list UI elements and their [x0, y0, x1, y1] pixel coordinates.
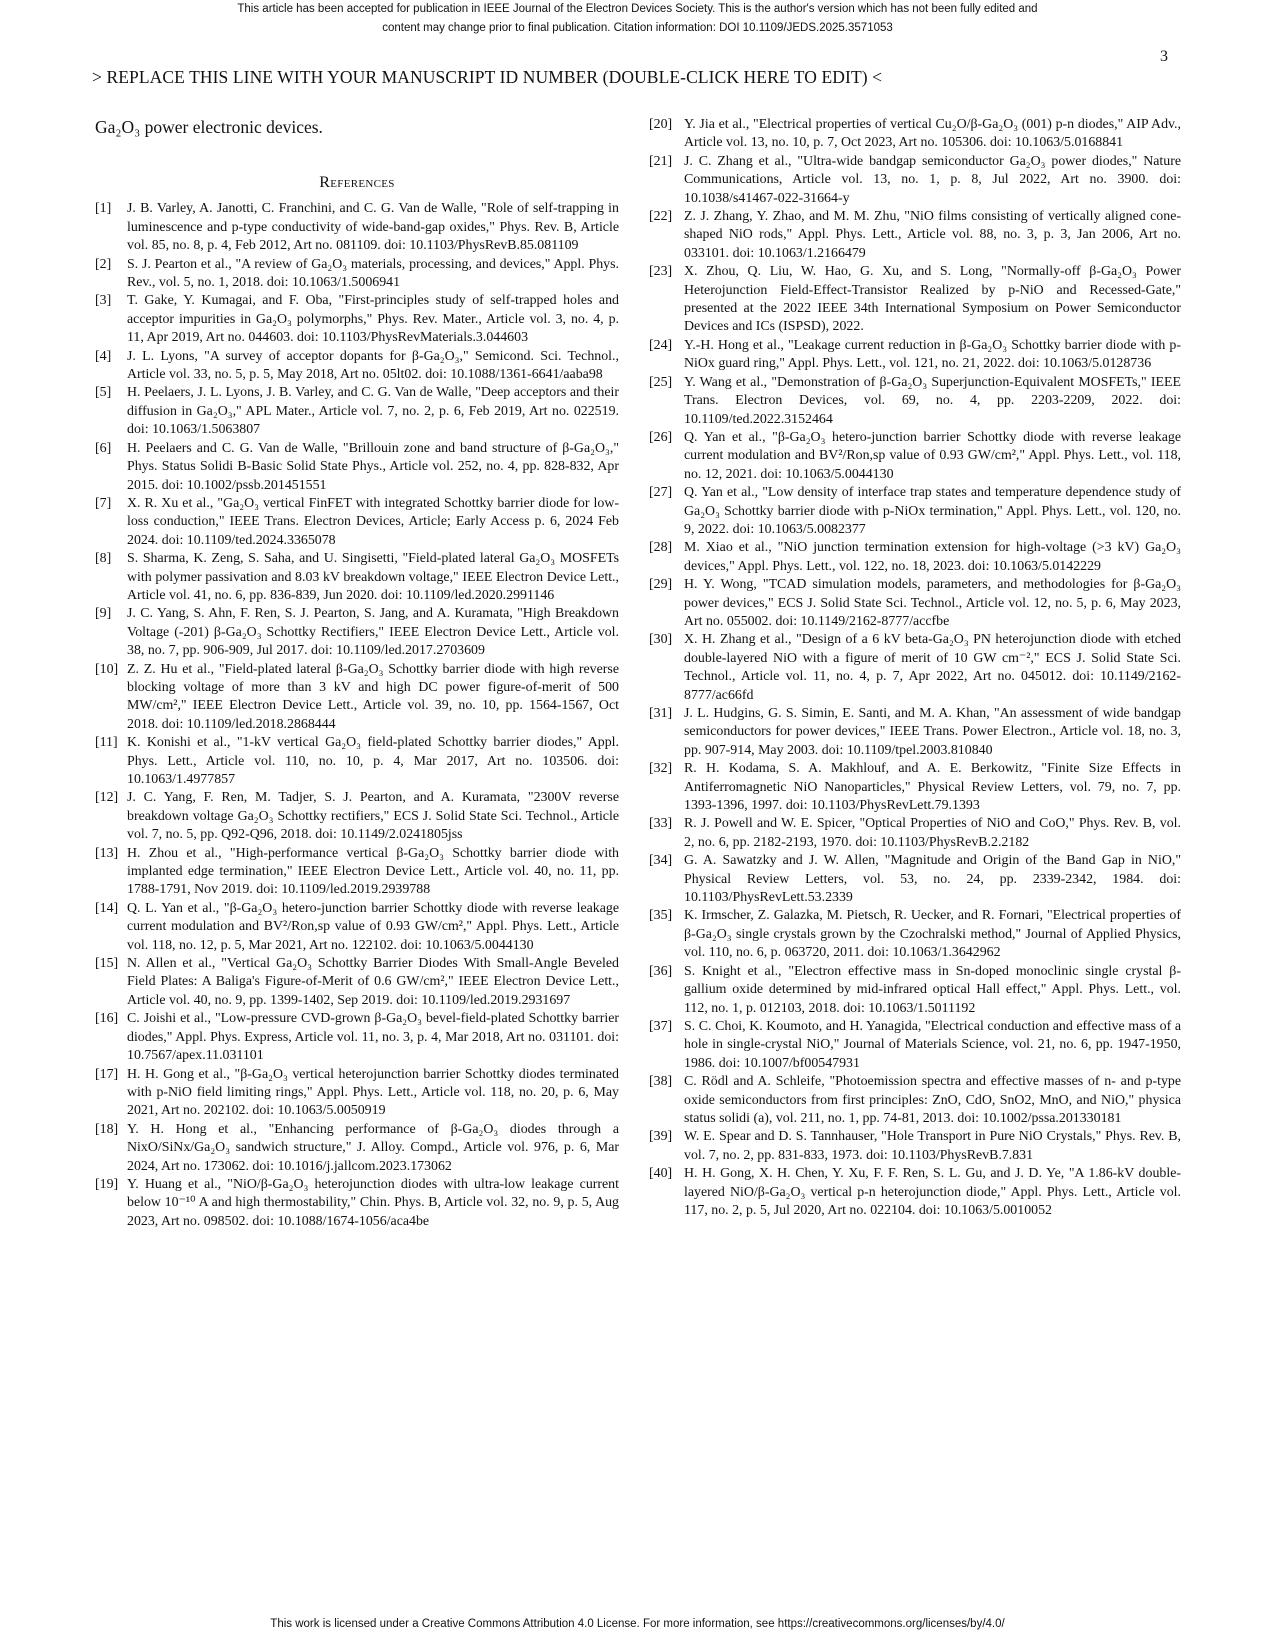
reference-number: [13] [95, 845, 119, 861]
reference-number: [5] [95, 385, 112, 401]
reference-text: J. C. Yang, S. Ahn, F. Ren, S. J. Pearton, S. Jang, and A. Kuramata, "High Breakdown Voltage (-201) β-Ga₂O₃ Schottky Rectifiers," IEEE Electron Device Lett., Article vol. 38, no. 7, pp. 906-909, Jul 2017. doi: 10.1109/led.2017.2703609 [127, 606, 619, 659]
reference-number: [11] [95, 735, 118, 751]
reference-item [95, 845, 619, 900]
reference-number: [22] [649, 209, 673, 225]
reference-number: [10] [95, 661, 119, 677]
acceptance-notice [0, 0, 1275, 38]
reference-item [649, 705, 1181, 760]
reference-item [95, 440, 619, 495]
reference-item [649, 963, 1181, 1018]
reference-number: [25] [649, 374, 673, 390]
reference-number: [24] [649, 337, 673, 353]
reference-item [95, 661, 619, 735]
reference-text: X. Zhou, Q. Liu, W. Hao, G. Xu, and S. Long, "Normally-off β-Ga₂O₃ Power Heterojunction Field-Effect-Transistor Realized by p-NiO and Recessed-Gate," presented at the 2022 IEEE 34th International Symposium on Power Semiconductor Devices and ICs (ISPSD), 2022. [684, 264, 1181, 335]
reference-item [95, 1121, 619, 1176]
reference-item [649, 760, 1181, 815]
reference-text: R. H. Kodama, S. A. Makhlouf, and A. E. Berkowitz, "Finite Size Effects in Antiferromagnetic NiO Nanoparticles," Physical Review Letters, vol. 79, no. 7, pp. 1393-1396, 1997. doi: 10.1103/PhysRevLett.79.1393 [684, 761, 1181, 814]
reference-item [649, 429, 1181, 484]
acceptance-notice-line-2: content may change prior to final publication. Citation information: DOI 10.1109/JEDS.2025.3571053 [382, 22, 893, 34]
reference-item [649, 484, 1181, 539]
reference-item [649, 1165, 1181, 1220]
reference-number: [36] [649, 963, 673, 979]
reference-text: Z. J. Zhang, Y. Zhao, and M. M. Zhu, "NiO films consisting of vertically aligned cone-shaped NiO rods," Appl. Phys. Lett., Article vol. 88, no. 3, p. 3, Jan 2006, Art no. 033101. doi: 10.1063/1.2166479 [684, 209, 1181, 261]
reference-item [95, 384, 619, 439]
reference-number: [35] [649, 908, 673, 924]
reference-item [95, 1066, 619, 1121]
reference-number: [29] [649, 577, 673, 593]
reference-item [95, 256, 619, 293]
reference-text: H. Zhou et al., "High-performance vertical β-Ga₂O₃ Schottky barrier diode with implanted edge termination," IEEE Electron Device Lett., Article vol. 40, no. 11, pp. 1788-1791, Nov 2019. doi: 10.1109/led.2019.2939788 [127, 845, 619, 898]
reference-item [649, 263, 1181, 337]
reference-text: Q. Yan et al., "β-Ga₂O₃ hetero-junction barrier Schottky diode with reverse leakage current modulation and BV²/Ron,sp value of 0.93 GW/cm²," Appl. Phys. Lett., vol. 118, no. 12, 2021. doi: 10.1063/5.0044130 [684, 429, 1181, 482]
reference-item [95, 1176, 619, 1231]
reference-item [95, 200, 619, 255]
reference-text: Y. Jia et al., "Electrical properties of vertical Cu₂O/β-Ga₂O₃ (001) p-n diodes," AIP Adv., Article vol. 13, no. 10, p. 7, Oct 2023, Art no. 105306. doi: 10.1063/5.0168841 [684, 117, 1181, 151]
reference-text: Y. Huang et al., "NiO/β-Ga₂O₃ heterojunction diodes with ultra-low leakage current below 10⁻¹⁰ A and high thermostability," Chin. Phys. B, Article vol. 32, no. 9, p. 5, Aug 2023, Art no. 098502. doi: 10.1088/1674-1056/aca4be [127, 1176, 619, 1229]
reference-text: Q. L. Yan et al., "β-Ga₂O₃ hetero-junction barrier Schottky diode with reverse leakage current modulation and BV²/Ron,sp value of 0.93 GW/cm²," Appl. Phys. Lett., Article vol. 118, no. 12, p. 5, Mar 2021, Art no. 122102. doi: 10.1063/5.0044130 [127, 900, 619, 953]
reference-text: W. E. Spear and D. S. Tannhauser, "Hole Transport in Pure NiO Crystals," Phys. Rev. B, vol. 7, no. 2, pp. 831-833, 1973. doi: 10.1103/PhysRevB.7.831 [684, 1129, 1181, 1163]
reference-text: J. L. Hudgins, G. S. Simin, E. Santi, and M. A. Khan, "An assessment of wide bandgap semiconductors for power devices," IEEE Trans. Power Electron., Article vol. 18, no. 3, pp. 907-914, May 2003. doi: 10.1109/tpel.2003.810840 [684, 706, 1181, 758]
reference-item [95, 550, 619, 605]
reference-number: [1] [95, 201, 112, 217]
reference-text: Y. Wang et al., "Demonstration of β-Ga₂O₃ Superjunction-Equivalent MOSFETs," IEEE Trans. Electron Devices, vol. 69, no. 4, pp. 2203-2209, 2022. doi: 10.1109/ted.2022.3152464 [684, 374, 1181, 427]
reference-text: Q. Yan et al., "Low density of interface trap states and temperature dependence study of Ga₂O₃ Schottky barrier diode with p-NiOx termination," Appl. Phys. Lett., vol. 120, no. 9, 2022. doi: 10.1063/5.0082377 [684, 485, 1181, 537]
references-heading: References [319, 174, 395, 191]
reference-item [649, 374, 1181, 429]
reference-text: G. A. Sawatzky and J. W. Allen, "Magnitude and Origin of the Band Gap in NiO," Physical Review Letters, vol. 53, no. 24, pp. 2339-2342, 1984. doi: 10.1103/PhysRevLett.53.2339 [684, 853, 1181, 906]
reference-number: [12] [95, 790, 119, 806]
reference-item [95, 605, 619, 660]
license-notice: This work is licensed under a Creative Commons Attribution 4.0 License. For more information, see https://creativecommons.org/licenses/by/4.0/ [270, 1618, 1005, 1630]
right-column [649, 116, 1181, 1220]
reference-text: S. J. Pearton et al., "A review of Ga₂O₃ materials, processing, and devices," Appl. Phys. Rev., vol. 5, no. 1, 2018. doi: 10.1063/1.5006941 [127, 256, 619, 291]
reference-text: H. H. Gong, X. H. Chen, Y. Xu, F. F. Ren, S. L. Gu, and J. D. Ye, "A 1.86-kV double-layered NiO/β-Ga₂O₃ vertical p-n heterojunction diode," Appl. Phys. Lett., Article vol. 117, no. 2, p. 5, Jul 2020, Art no. 022104. doi: 10.1063/5.0010052 [684, 1166, 1181, 1218]
reference-text: X. H. Zhang et al., "Design of a 6 kV beta-Ga₂O₃ PN heterojunction diode with etched double-layered NiO with a figure of merit of 10 GW cm⁻²," ECS J. Solid State Sci. Technol., Article vol. 11, no. 4, p. 7, Apr 2022, Art no. 045012. doi: 10.1149/2162-8777/ac66fd [684, 632, 1181, 703]
reference-number: [8] [95, 551, 112, 567]
reference-number: [15] [95, 956, 119, 972]
reference-item [649, 116, 1181, 153]
acceptance-notice-line-1: This article has been accepted for publication in IEEE Journal of the Electron Devices Society. This is the author's version which has not been fully edited and [237, 3, 1038, 15]
reference-number: [34] [649, 853, 673, 869]
reference-number: [33] [649, 816, 673, 832]
reference-item [649, 907, 1181, 962]
reference-item [95, 348, 619, 385]
reference-text: R. J. Powell and W. E. Spicer, "Optical Properties of NiO and CoO," Phys. Rev. B, vol. 2, no. 6, pp. 2182-2193, 1970. doi: 10.1103/PhysRevB.2.2182 [684, 816, 1181, 850]
reference-number: [31] [649, 706, 673, 721]
reference-item [649, 1018, 1181, 1073]
reference-text: J. L. Lyons, "A survey of acceptor dopants for β-Ga₂O₃," Semicond. Sci. Technol., Article vol. 33, no. 5, p. 5, May 2018, Art no. 05lt02. doi: 10.1088/1361-6641/aaba98 [127, 348, 619, 383]
reference-number: [37] [649, 1018, 673, 1034]
reference-item [95, 1010, 619, 1065]
reference-item [649, 1073, 1181, 1128]
reference-number: [4] [95, 348, 112, 364]
reference-text: M. Xiao et al., "NiO junction termination extension for high-voltage (>3 kV) Ga₂O₃ devices," Appl. Phys. Lett., vol. 122, no. 18, 2023. doi: 10.1063/5.0142229 [684, 540, 1181, 574]
reference-item [649, 337, 1181, 374]
reference-list-left [95, 200, 619, 1231]
reference-number: [23] [649, 264, 673, 280]
reference-item [95, 292, 619, 347]
reference-number: [17] [95, 1066, 119, 1082]
reference-number: [19] [95, 1176, 119, 1192]
reference-text: S. C. Choi, K. Koumoto, and H. Yanagida, "Electrical conduction and effective mass of a hole in single-crystal NiO," Journal of Materials Science, vol. 21, no. 6, pp. 1947-1950, 1986. doi: 10.1007/bf00547931 [684, 1018, 1181, 1071]
reference-item [649, 631, 1181, 705]
reference-text: Y.-H. Hong et al., "Leakage current reduction in β-Ga₂O₃ Schottky barrier diode with p-NiOx guard ring," Appl. Phys. Lett., vol. 121, no. 21, 2022. doi: 10.1063/5.0128736 [684, 337, 1181, 372]
reference-number: [39] [649, 1129, 673, 1145]
reference-number: [28] [649, 540, 673, 556]
reference-number: [16] [95, 1011, 119, 1027]
reference-number: [18] [95, 1121, 119, 1137]
reference-item [95, 789, 619, 844]
page-number: 3 [1160, 48, 1168, 65]
reference-text: S. Knight et al., "Electron effective mass in Sn-doped monoclinic single crystal β-gallium oxide determined by mid-infrared optical Hall effect," Appl. Phys. Lett., vol. 112, no. 1, p. 012103, 2018. doi: 10.1063/1.5011192 [684, 963, 1181, 1016]
reference-item [649, 208, 1181, 263]
running-header: > REPLACE THIS LINE WITH YOUR MANUSCRIPT ID NUMBER (DOUBLE-CLICK HERE TO EDIT) < [92, 67, 883, 87]
reference-text: T. Gake, Y. Kumagai, and F. Oba, "First-principles study of self-trapped holes and acceptor impurities in Ga₂O₃ polymorphs," Phys. Rev. Mater., Article vol. 3, no. 4, p. 11, Apr 2019, Art no. 044603. doi: 10.1103/PhysRevMaterials.3.044603 [127, 293, 619, 346]
reference-number: [26] [649, 429, 673, 445]
reference-text: K. Irmscher, Z. Galazka, M. Pietsch, R. Uecker, and R. Fornari, "Electrical properties of β-Ga₂O₃ single crystals grown by the Czochralski method," Journal of Applied Physics, vol. 110, no. 6, p. 063720, 2011. doi: 10.1063/1.3642962 [684, 908, 1181, 961]
reference-item [95, 495, 619, 550]
reference-number: [20] [649, 117, 673, 132]
reference-number: [9] [95, 606, 112, 622]
reference-item [649, 153, 1181, 208]
reference-item [649, 815, 1181, 852]
reference-item [649, 1128, 1181, 1165]
reference-text: H. Peelaers and C. G. Van de Walle, "Brillouin zone and band structure of β-Ga₂O₃," Phys. Status Solidi B-Basic Solid State Phys., Article vol. 252, no. 4, pp. 828-832, Apr 2015. doi: 10.1002/pssb.201451551 [127, 440, 619, 493]
reference-item [95, 955, 619, 1010]
reference-list-right [649, 116, 1181, 1220]
reference-text: J. C. Zhang et al., "Ultra-wide bandgap semiconductor Ga₂O₃ power diodes," Nature Communications, Article vol. 13, no. 1, p. 8, Jul 2022, Art no. 3900. doi: 10.1038/s41467-022-31664-y [684, 153, 1181, 206]
reference-number: [21] [649, 153, 673, 169]
left-column [95, 116, 619, 1231]
reference-number: [7] [95, 495, 112, 511]
reference-text: J. C. Yang, F. Ren, M. Tadjer, S. J. Pearton, and A. Kuramata, "2300V reverse breakdown voltage Ga₂O₃ Schottky rectifiers," ECS J. Solid State Sci. Technol., Article vol. 7, no. 5, pp. Q92-Q96, 2018. doi: 10.1149/2.0241805jss [127, 790, 619, 843]
body-text-tail: Ga₂O₃ power electronic devices. [95, 117, 323, 137]
reference-text: Y. H. Hong et al., "Enhancing performance of β-Ga₂O₃ diodes through a NixO/SiNx/Ga₂O₃ sandwich structure," J. Alloy. Compd., Article vol. 976, p. 6, Mar 2024, Art no. 173062. doi: 10.1016/j.jallcom.2023.173062 [127, 1121, 619, 1174]
reference-text: H. Peelaers, J. L. Lyons, J. B. Varley, and C. G. Van de Walle, "Deep acceptors and their diffusion in Ga₂O₃," APL Mater., Article vol. 7, no. 2, p. 6, Feb 2019, Art no. 022519. doi: 10.1063/1.5063807 [127, 385, 619, 438]
reference-text: J. B. Varley, A. Janotti, C. Franchini, and C. G. Van de Walle, "Role of self-trapping in luminescence and p-type conductivity of wide-band-gap oxides," Phys. Rev. B, Article vol. 85, no. 8, p. 4, Feb 2012, Art no. 081109. doi: 10.1103/PhysRevB.85.081109 [127, 201, 619, 254]
reference-number: [6] [95, 440, 112, 456]
reference-text: X. R. Xu et al., "Ga₂O₃ vertical FinFET with integrated Schottky barrier diode for low-loss conduction," IEEE Trans. Electron Devices, Article; Early Access p. 6, 2024 Feb 2024. doi: 10.1109/ted.2024.3365078 [127, 495, 619, 548]
reference-item [649, 576, 1181, 631]
reference-number: [38] [649, 1074, 673, 1090]
reference-text: S. Sharma, K. Zeng, S. Saha, and U. Singisetti, "Field-plated lateral Ga₂O₃ MOSFETs with polymer passivation and 8.03 kV breakdown voltage," IEEE Electron Device Lett., Article vol. 41, no. 6, pp. 836-839, Jun 2020. doi: 10.1109/led.2020.2991146 [127, 551, 619, 603]
reference-text: K. Konishi et al., "1-kV vertical Ga₂O₃ field-plated Schottky barrier diodes," Appl. Phys. Lett., Article vol. 110, no. 10, p. 4, Mar 2017, Art no. 103506. doi: 10.1063/1.4977857 [127, 735, 619, 787]
reference-number: [3] [95, 293, 112, 309]
reference-number: [14] [95, 900, 119, 916]
reference-number: [32] [649, 761, 673, 777]
reference-item [95, 900, 619, 955]
reference-text: C. Joishi et al., "Low-pressure CVD-grown β-Ga₂O₃ bevel-field-plated Schottky barrier diodes," Appl. Phys. Express, Article vol. 11, no. 3, p. 4, Mar 2018, Art no. 031101. doi: 10.7567/apex.11.031101 [127, 1011, 619, 1064]
reference-text: N. Allen et al., "Vertical Ga₂O₃ Schottky Barrier Diodes With Small-Angle Beveled Field Plates: A Baliga's Figure-of-Merit of 0.6 GW/cm²," IEEE Electron Device Lett., Article vol. 40, no. 9, pp. 1399-1402, Sep 2019. doi: 10.1109/led.2019.2931697 [127, 956, 619, 1008]
reference-number: [40] [649, 1166, 673, 1182]
reference-number: [2] [95, 256, 112, 272]
reference-item [649, 852, 1181, 907]
reference-text: H. Y. Wong, "TCAD simulation models, parameters, and methodologies for β-Ga₂O₃ power devices," ECS J. Solid State Sci. Technol., Article vol. 12, no. 5, p. 6, May 2023, Art no. 055002. doi: 10.1149/2162-8777/accfbe [684, 577, 1181, 629]
reference-number: [27] [649, 485, 673, 501]
reference-number: [30] [649, 632, 673, 648]
reference-text: Z. Z. Hu et al., "Field-plated lateral β-Ga₂O₃ Schottky barrier diode with high reverse blocking voltage of more than 3 kV and high DC power figure-of-merit of 500 MW/cm²," IEEE Electron Device Lett., Article vol. 39, no. 10, pp. 1564-1567, Oct 2018. doi: 10.1109/led.2018.2868444 [127, 661, 619, 732]
reference-item [649, 539, 1181, 576]
reference-text: H. H. Gong et al., "β-Ga₂O₃ vertical heterojunction barrier Schottky diodes terminated with p-NiO field limiting rings," Appl. Phys. Lett., Article vol. 118, no. 20, p. 6, May 2021, Art no. 202102. doi: 10.1063/5.0050919 [127, 1066, 619, 1119]
reference-text: C. Rödl and A. Schleife, "Photoemission spectra and effective masses of n‐ and p‐type oxide semiconductors from first principles: ZnO, CdO, SnO2, MnO, and NiO," physica status solidi (a), vol. 211, no. 1, pp. 74-81, 2013. doi: 10.1002/pssa.201330181 [684, 1074, 1181, 1126]
reference-item [95, 734, 619, 789]
